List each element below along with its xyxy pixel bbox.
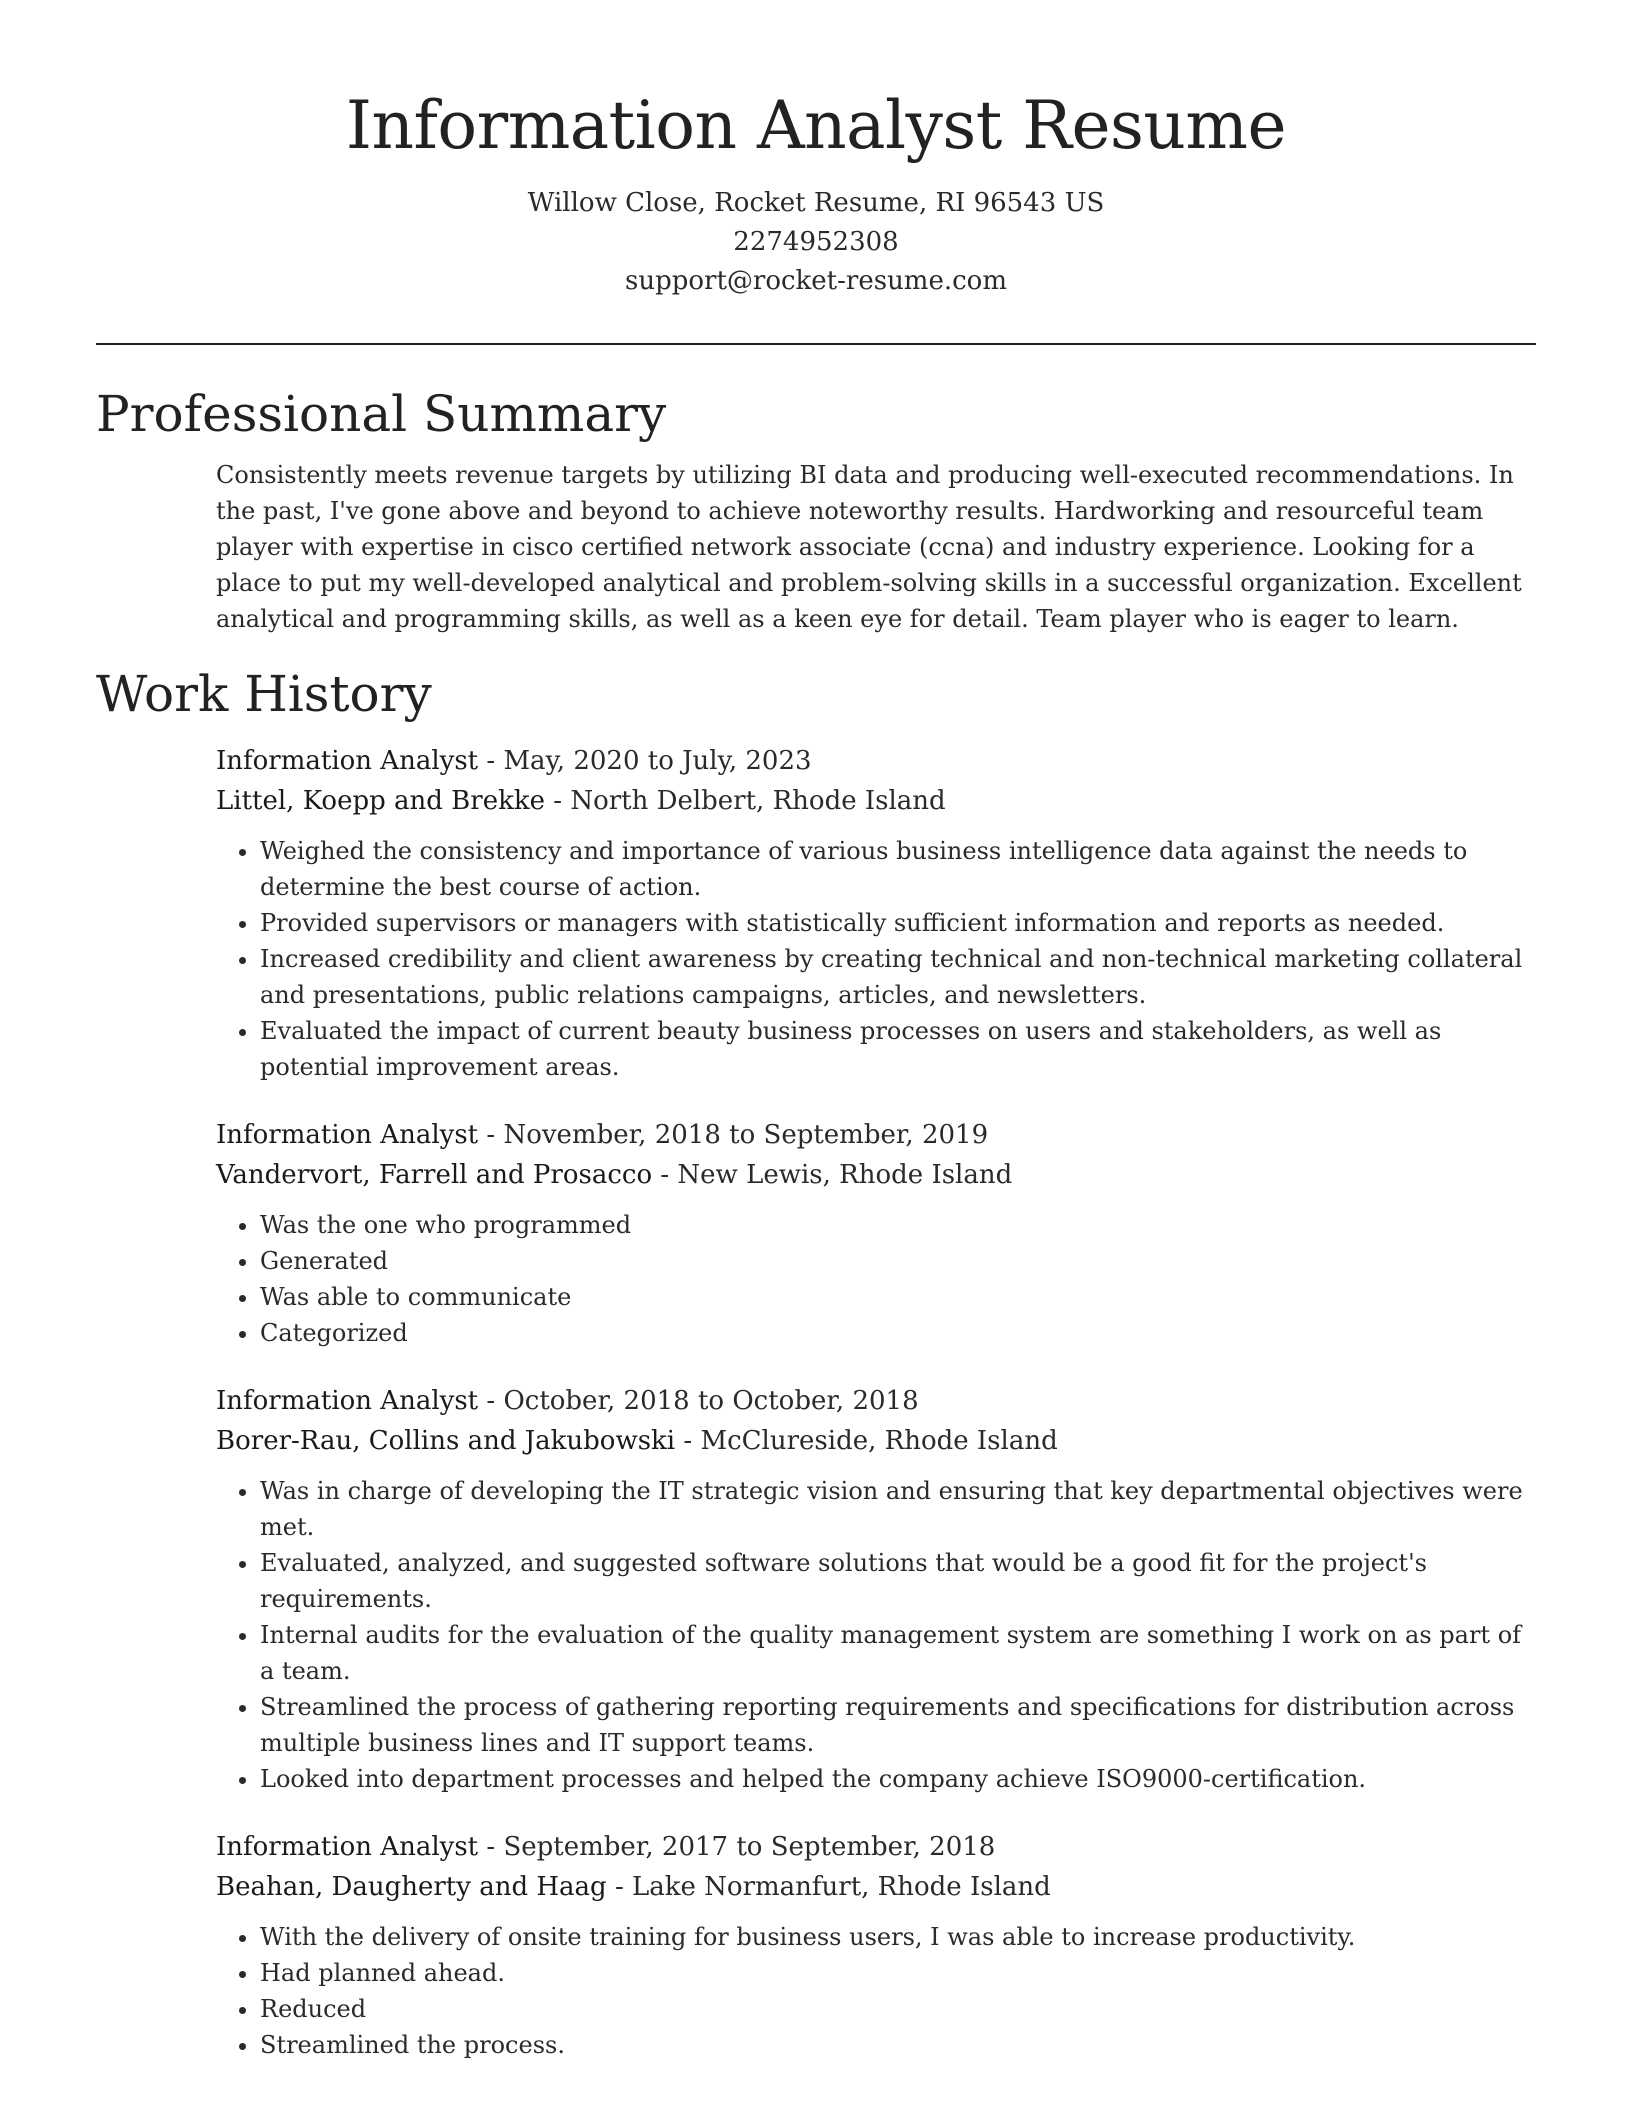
job-dates: - November, 2018 to September, 2019	[478, 1120, 989, 1150]
bullet-item: • Categorized	[260, 1315, 1536, 1351]
job-title: Information Analyst	[216, 1832, 479, 1862]
job-location: - McClureside, Rhode Island	[675, 1426, 1058, 1456]
header-divider	[96, 343, 1536, 345]
bullet-item: • Provided supervisors or managers with statistically sufficient information and reports as needed.	[260, 905, 1536, 941]
resume-header	[96, 0, 1536, 301]
contact-email: support@rocket-resume.com	[624, 266, 1007, 296]
bullet-item: • Looked into department processes and helped the company achieve ISO9000-certification.	[260, 1761, 1536, 1797]
bullet-item: • Internal audits for the evaluation of the quality management system are something I work on as part of a team.	[260, 1617, 1536, 1689]
bullet-item: • Generated	[260, 1243, 1536, 1279]
job-company: Vandervort, Farrell and Prosacco	[216, 1160, 653, 1190]
job-entry	[216, 1381, 1536, 1797]
bullet-item: • Evaluated, analyzed, and suggested software solutions that would be a good fit for the project's requirements.	[260, 1545, 1536, 1617]
bullet-item: • Had planned ahead.	[260, 1955, 1536, 1991]
bullet-item: • Was in charge of developing the IT strategic vision and ensuring that key departmental objectives were met.	[260, 1473, 1536, 1545]
job-title: Information Analyst	[216, 1386, 479, 1416]
job-company-line	[216, 1867, 1536, 1907]
job-bullets	[216, 1207, 1536, 1351]
bullet-item: • Streamlined the process.	[260, 2027, 1536, 2063]
job-title-line	[216, 1115, 1536, 1155]
section-heading-work-history: Work History	[96, 665, 432, 723]
job-title-line	[216, 741, 1536, 781]
job-company-line	[216, 781, 1536, 821]
job-title: Information Analyst	[216, 1120, 479, 1150]
job-dates: - May, 2020 to July, 2023	[478, 746, 812, 776]
job-title: Information Analyst	[216, 746, 479, 776]
job-entry	[216, 1115, 1536, 1351]
summary-paragraph: Consistently meets revenue targets by utilizing BI data and producing well-executed recommendations. In the past, I've gone above and beyond to achieve noteworthy results. Hardworking and resourceful team player with expertise in cisco certified network associate (ccna) and industry experience. Looking for a place to put my well-developed analytical and problem-solving skills in a successful organization. Excellent analytical and programming skills, as well as a keen eye for detail. Team player who is eager to learn.	[216, 461, 1522, 633]
section-heading-summary: Professional Summary	[96, 385, 667, 443]
job-bullets	[216, 1919, 1536, 2063]
bullet-item: • Reduced	[260, 1991, 1536, 2027]
job-location: - North Delbert, Rhode Island	[545, 786, 946, 816]
job-company-line	[216, 1421, 1536, 1461]
bullet-item: • Increased credibility and client awareness by creating technical and non-technical marketing collateral and presentations, public relations campaigns, articles, and newsletters.	[260, 941, 1536, 1013]
page-title: Information Analyst Resume	[345, 87, 1287, 164]
job-location: - New Lewis, Rhode Island	[652, 1160, 1013, 1190]
bullet-item: • Weighed the consistency and importance of various business intelligence data against the needs to determine the best course of action.	[260, 833, 1536, 905]
bullet-item: • Streamlined the process of gathering reporting requirements and specifications for distribution across multiple business lines and IT support teams.	[260, 1689, 1536, 1761]
job-company: Beahan, Daugherty and Haag	[216, 1872, 607, 1902]
contact-info	[96, 184, 1536, 301]
job-entry	[216, 741, 1536, 1085]
job-company: Littel, Koepp and Brekke	[216, 786, 545, 816]
work-history-list	[216, 741, 1536, 2063]
bullet-item: • Was the one who programmed	[260, 1207, 1536, 1243]
job-title-line	[216, 1381, 1536, 1421]
job-dates: - October, 2018 to October, 2018	[478, 1386, 919, 1416]
job-bullets	[216, 1473, 1536, 1797]
job-title-line	[216, 1827, 1536, 1867]
bullet-item: • Evaluated the impact of current beauty business processes on users and stakeholders, as well as potential improvement areas.	[260, 1013, 1536, 1085]
job-company-line	[216, 1155, 1536, 1195]
contact-address: Willow Close, Rocket Resume, RI 96543 US	[527, 188, 1105, 218]
job-company: Borer-Rau, Collins and Jakubowski	[216, 1426, 676, 1456]
bullet-item: • With the delivery of onsite training for business users, I was able to increase productivity.	[260, 1919, 1536, 1955]
job-entry	[216, 1827, 1536, 2063]
bullet-item: • Was able to communicate	[260, 1279, 1536, 1315]
job-bullets	[216, 833, 1536, 1085]
contact-phone: 2274952308	[733, 227, 899, 257]
job-location: - Lake Normanfurt, Rhode Island	[606, 1872, 1051, 1902]
job-dates: - September, 2017 to September, 2018	[478, 1832, 996, 1862]
